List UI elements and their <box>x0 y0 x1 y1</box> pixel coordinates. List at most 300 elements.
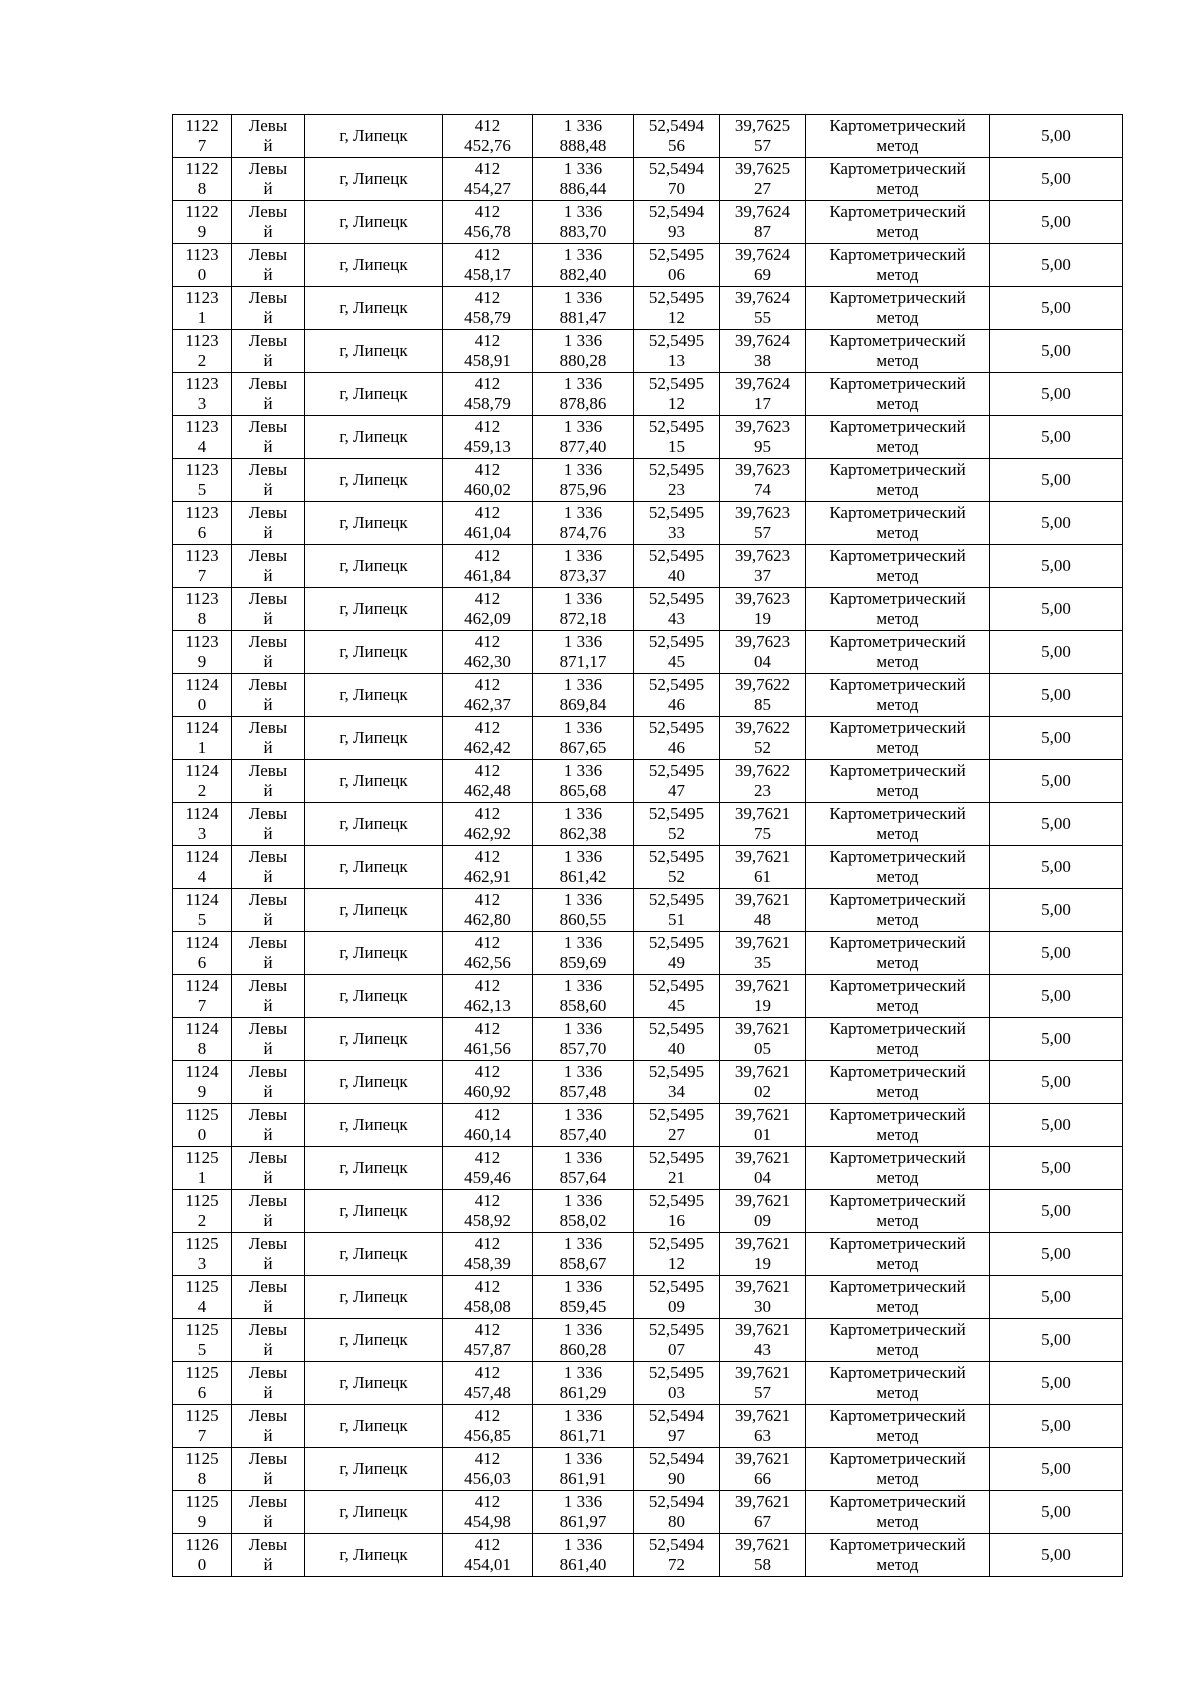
point-number-cell <box>173 502 232 545</box>
side-cell-line: й <box>263 437 273 456</box>
latitude-cell <box>634 1190 720 1233</box>
point-number-cell-line: 4 <box>197 1297 207 1316</box>
x-coordinate-cell-line: 456,85 <box>464 1426 511 1445</box>
point-number-cell <box>173 1276 232 1319</box>
point-number-cell <box>173 1448 232 1491</box>
point-number-cell-line: 3 <box>197 824 207 843</box>
accuracy-cell: 5,00 <box>990 588 1123 631</box>
longitude-cell-line: 35 <box>754 953 771 972</box>
side-cell-line: й <box>263 738 273 757</box>
method-cell-line: метод <box>876 824 919 843</box>
x-coordinate-cell-line: 412 <box>474 933 501 952</box>
side-cell-line: й <box>263 824 273 843</box>
y-coordinate-cell <box>533 674 634 717</box>
side-cell-line: Левы <box>248 460 288 479</box>
longitude-cell-line: 04 <box>754 652 771 671</box>
y-coordinate-cell-line: 883,70 <box>559 222 607 241</box>
y-coordinate-cell-line: 860,28 <box>559 1340 607 1359</box>
point-number-cell-line: 1123 <box>185 460 219 479</box>
x-coordinate-cell <box>443 1534 533 1577</box>
latitude-cell-line: 97 <box>668 1426 685 1445</box>
method-cell-line: Картометрический <box>829 847 966 866</box>
side-cell-line: Левы <box>248 718 288 737</box>
x-coordinate-cell-line: 462,48 <box>464 781 511 800</box>
city-cell: г, Липецк <box>305 1104 443 1147</box>
table-row <box>173 502 1123 545</box>
latitude-cell <box>634 889 720 932</box>
latitude-cell-line: 80 <box>668 1512 685 1531</box>
table-row <box>173 760 1123 803</box>
y-coordinate-cell-line: 877,40 <box>559 437 607 456</box>
side-cell-line: Левы <box>248 976 288 995</box>
x-coordinate-cell-line: 460,92 <box>464 1082 511 1101</box>
city-cell: г, Липецк <box>305 287 443 330</box>
x-coordinate-cell-line: 412 <box>474 159 501 178</box>
point-number-cell-line: 1123 <box>185 374 219 393</box>
longitude-cell-line: 39,7623 <box>734 460 791 479</box>
side-cell <box>232 1276 305 1319</box>
point-number-cell <box>173 1319 232 1362</box>
side-cell-line: Левы <box>248 503 288 522</box>
point-number-cell-line: 1122 <box>185 159 219 178</box>
accuracy-cell: 5,00 <box>990 416 1123 459</box>
point-number-cell-line: 1125 <box>185 1320 219 1339</box>
latitude-cell-line: 52,5495 <box>648 503 705 522</box>
method-cell-line: Картометрический <box>829 589 966 608</box>
longitude-cell-line: 39,7625 <box>734 116 791 135</box>
table-row <box>173 1233 1123 1276</box>
x-coordinate-cell <box>443 1233 533 1276</box>
city-cell: г, Липецк <box>305 115 443 158</box>
y-coordinate-cell-line: 878,86 <box>559 394 607 413</box>
x-coordinate-cell <box>443 674 533 717</box>
method-cell-line: Картометрический <box>829 1449 966 1468</box>
side-cell-line: й <box>263 222 273 241</box>
side-cell-line: Левы <box>248 417 288 436</box>
x-coordinate-cell <box>443 1104 533 1147</box>
method-cell-line: Картометрический <box>829 1492 966 1511</box>
x-coordinate-cell <box>443 1405 533 1448</box>
longitude-cell-line: 39,7621 <box>734 976 791 995</box>
side-cell <box>232 1405 305 1448</box>
longitude-cell-line: 39,7621 <box>734 1062 791 1081</box>
method-cell-line: метод <box>876 1340 919 1359</box>
x-coordinate-cell-line: 412 <box>474 847 501 866</box>
y-coordinate-cell-line: 874,76 <box>559 523 607 542</box>
y-coordinate-cell-line: 857,70 <box>559 1039 607 1058</box>
point-number-cell <box>173 975 232 1018</box>
side-cell-line: Левы <box>248 374 288 393</box>
longitude-cell <box>720 1319 806 1362</box>
x-coordinate-cell <box>443 1061 533 1104</box>
y-coordinate-cell <box>533 158 634 201</box>
side-cell-line: Левы <box>248 675 288 694</box>
point-number-cell <box>173 330 232 373</box>
longitude-cell <box>720 1061 806 1104</box>
y-coordinate-cell-line: 880,28 <box>559 351 607 370</box>
latitude-cell-line: 52,5495 <box>648 1019 705 1038</box>
method-cell-line: метод <box>876 308 919 327</box>
side-cell-line: Левы <box>248 159 288 178</box>
side-cell <box>232 244 305 287</box>
method-cell-line: метод <box>876 609 919 628</box>
side-cell-line: Левы <box>248 1191 288 1210</box>
method-cell <box>806 803 990 846</box>
side-cell <box>232 416 305 459</box>
point-number-cell-line: 1123 <box>185 546 219 565</box>
x-coordinate-cell <box>443 760 533 803</box>
point-number-cell-line: 3 <box>197 394 207 413</box>
y-coordinate-cell-line: 1 336 <box>563 632 603 651</box>
point-number-cell-line: 1125 <box>185 1449 219 1468</box>
side-cell <box>232 1534 305 1577</box>
latitude-cell-line: 52,5495 <box>648 589 705 608</box>
method-cell-line: метод <box>876 1426 919 1445</box>
point-number-cell-line: 4 <box>197 437 207 456</box>
longitude-cell-line: 19 <box>754 609 771 628</box>
latitude-cell <box>634 631 720 674</box>
table-row <box>173 1319 1123 1362</box>
side-cell <box>232 588 305 631</box>
point-number-cell <box>173 803 232 846</box>
city-cell: г, Липецк <box>305 1061 443 1104</box>
y-coordinate-cell-line: 861,97 <box>559 1512 607 1531</box>
point-number-cell-line: 6 <box>197 953 207 972</box>
side-cell-line: Левы <box>248 1406 288 1425</box>
y-coordinate-cell-line: 1 336 <box>563 718 603 737</box>
longitude-cell <box>720 846 806 889</box>
x-coordinate-cell-line: 412 <box>474 1148 501 1167</box>
longitude-cell <box>720 1190 806 1233</box>
longitude-cell <box>720 502 806 545</box>
city-cell: г, Липецк <box>305 1190 443 1233</box>
side-cell-line: й <box>263 867 273 886</box>
y-coordinate-cell <box>533 932 634 975</box>
x-coordinate-cell-line: 458,17 <box>464 265 511 284</box>
longitude-cell <box>720 803 806 846</box>
x-coordinate-cell-line: 412 <box>474 1062 501 1081</box>
x-coordinate-cell-line: 462,91 <box>464 867 511 886</box>
x-coordinate-cell <box>443 330 533 373</box>
longitude-cell-line: 39,7621 <box>734 1320 791 1339</box>
latitude-cell-line: 23 <box>668 480 685 499</box>
method-cell-line: метод <box>876 394 919 413</box>
latitude-cell <box>634 1491 720 1534</box>
table-row <box>173 1362 1123 1405</box>
table-row <box>173 373 1123 416</box>
latitude-cell <box>634 1276 720 1319</box>
x-coordinate-cell <box>443 932 533 975</box>
x-coordinate-cell <box>443 717 533 760</box>
y-coordinate-cell <box>533 1276 634 1319</box>
method-cell-line: метод <box>876 1297 919 1316</box>
y-coordinate-cell-line: 1 336 <box>563 460 603 479</box>
city-cell: г, Липецк <box>305 1362 443 1405</box>
point-number-cell-line: 0 <box>197 1555 207 1574</box>
point-number-cell <box>173 1061 232 1104</box>
table-row <box>173 1534 1123 1577</box>
table-row <box>173 975 1123 1018</box>
y-coordinate-cell-line: 1 336 <box>563 374 603 393</box>
point-number-cell <box>173 416 232 459</box>
city-cell: г, Липецк <box>305 975 443 1018</box>
side-cell-line: й <box>263 1082 273 1101</box>
x-coordinate-cell-line: 412 <box>474 1363 501 1382</box>
point-number-cell <box>173 459 232 502</box>
point-number-cell-line: 9 <box>197 1512 207 1531</box>
city-cell: г, Липецк <box>305 158 443 201</box>
x-coordinate-cell-line: 458,08 <box>464 1297 511 1316</box>
longitude-cell-line: 09 <box>754 1211 771 1230</box>
y-coordinate-cell <box>533 1061 634 1104</box>
longitude-cell <box>720 1233 806 1276</box>
accuracy-cell: 5,00 <box>990 1362 1123 1405</box>
side-cell-line: й <box>263 910 273 929</box>
point-number-cell-line: 9 <box>197 1082 207 1101</box>
x-coordinate-cell-line: 456,78 <box>464 222 511 241</box>
latitude-cell-line: 52 <box>668 867 685 886</box>
table-row <box>173 1276 1123 1319</box>
accuracy-cell: 5,00 <box>990 1233 1123 1276</box>
method-cell <box>806 588 990 631</box>
side-cell-line: й <box>263 1297 273 1316</box>
point-number-cell <box>173 201 232 244</box>
longitude-cell <box>720 717 806 760</box>
table-row <box>173 803 1123 846</box>
longitude-cell <box>720 201 806 244</box>
latitude-cell <box>634 1448 720 1491</box>
longitude-cell-line: 85 <box>754 695 771 714</box>
x-coordinate-cell-line: 412 <box>474 632 501 651</box>
longitude-cell-line: 75 <box>754 824 771 843</box>
y-coordinate-cell-line: 1 336 <box>563 202 603 221</box>
latitude-cell <box>634 502 720 545</box>
side-cell-line: Левы <box>248 761 288 780</box>
accuracy-cell: 5,00 <box>990 1448 1123 1491</box>
y-coordinate-cell <box>533 244 634 287</box>
latitude-cell <box>634 287 720 330</box>
longitude-cell-line: 39,7621 <box>734 1148 791 1167</box>
y-coordinate-cell-line: 861,71 <box>559 1426 607 1445</box>
accuracy-cell: 5,00 <box>990 674 1123 717</box>
x-coordinate-cell <box>443 588 533 631</box>
y-coordinate-cell-line: 1 336 <box>563 1535 603 1554</box>
method-cell <box>806 201 990 244</box>
table-row <box>173 115 1123 158</box>
accuracy-cell: 5,00 <box>990 1276 1123 1319</box>
method-cell-line: Картометрический <box>829 331 966 350</box>
method-cell <box>806 1534 990 1577</box>
y-coordinate-cell-line: 1 336 <box>563 159 603 178</box>
point-number-cell-line: 8 <box>197 609 207 628</box>
latitude-cell-line: 52,5495 <box>648 1363 705 1382</box>
x-coordinate-cell-line: 458,92 <box>464 1211 511 1230</box>
side-cell <box>232 1491 305 1534</box>
y-coordinate-cell <box>533 330 634 373</box>
city-cell: г, Липецк <box>305 201 443 244</box>
side-cell-line: Левы <box>248 288 288 307</box>
y-coordinate-cell-line: 861,42 <box>559 867 607 886</box>
latitude-cell-line: 52,5494 <box>648 1535 705 1554</box>
y-coordinate-cell-line: 1 336 <box>563 1105 603 1124</box>
city-cell: г, Липецк <box>305 545 443 588</box>
point-number-cell-line: 1124 <box>185 1019 219 1038</box>
point-number-cell-line: 1123 <box>185 589 219 608</box>
method-cell-line: Картометрический <box>829 675 966 694</box>
x-coordinate-cell <box>443 889 533 932</box>
method-cell-line: Картометрический <box>829 460 966 479</box>
side-cell-line: й <box>263 265 273 284</box>
side-cell-line: й <box>263 1039 273 1058</box>
latitude-cell <box>634 459 720 502</box>
method-cell-line: метод <box>876 179 919 198</box>
longitude-cell-line: 37 <box>754 566 771 585</box>
point-number-cell-line: 1122 <box>185 116 219 135</box>
side-cell-line: й <box>263 394 273 413</box>
method-cell-line: метод <box>876 1168 919 1187</box>
y-coordinate-cell-line: 859,69 <box>559 953 607 972</box>
longitude-cell <box>720 115 806 158</box>
side-cell-line: й <box>263 781 273 800</box>
x-coordinate-cell <box>443 1190 533 1233</box>
side-cell-line: Левы <box>248 1277 288 1296</box>
point-number-cell-line: 1123 <box>185 331 219 350</box>
y-coordinate-cell-line: 873,37 <box>559 566 607 585</box>
x-coordinate-cell-line: 460,02 <box>464 480 511 499</box>
y-coordinate-cell-line: 1 336 <box>563 976 603 995</box>
longitude-cell-line: 30 <box>754 1297 771 1316</box>
longitude-cell-line: 66 <box>754 1469 771 1488</box>
city-cell: г, Липецк <box>305 1534 443 1577</box>
side-cell-line: Левы <box>248 1320 288 1339</box>
city-cell: г, Липецк <box>305 1319 443 1362</box>
side-cell <box>232 1190 305 1233</box>
point-number-cell-line: 1 <box>197 308 207 327</box>
point-number-cell-line: 7 <box>197 996 207 1015</box>
x-coordinate-cell-line: 412 <box>474 675 501 694</box>
latitude-cell-line: 52,5495 <box>648 718 705 737</box>
latitude-cell-line: 52,5495 <box>648 890 705 909</box>
latitude-cell-line: 15 <box>668 437 685 456</box>
longitude-cell-line: 38 <box>754 351 771 370</box>
table-row <box>173 1061 1123 1104</box>
latitude-cell-line: 52,5495 <box>648 632 705 651</box>
y-coordinate-cell <box>533 1233 634 1276</box>
side-cell <box>232 115 305 158</box>
point-number-cell <box>173 932 232 975</box>
method-cell-line: Картометрический <box>829 503 966 522</box>
method-cell-line: Картометрический <box>829 202 966 221</box>
longitude-cell-line: 39,7621 <box>734 890 791 909</box>
latitude-cell-line: 52,5495 <box>648 460 705 479</box>
x-coordinate-cell <box>443 1448 533 1491</box>
latitude-cell-line: 21 <box>668 1168 685 1187</box>
side-cell-line: й <box>263 1383 273 1402</box>
x-coordinate-cell-line: 412 <box>474 1191 501 1210</box>
method-cell-line: метод <box>876 738 919 757</box>
side-cell-line: Левы <box>248 933 288 952</box>
city-cell: г, Липецк <box>305 1233 443 1276</box>
latitude-cell-line: 34 <box>668 1082 685 1101</box>
y-coordinate-cell-line: 881,47 <box>559 308 607 327</box>
latitude-cell <box>634 717 720 760</box>
longitude-cell <box>720 416 806 459</box>
longitude-cell-line: 48 <box>754 910 771 929</box>
side-cell-line: Левы <box>248 546 288 565</box>
side-cell-line: й <box>263 1211 273 1230</box>
y-coordinate-cell-line: 1 336 <box>563 589 603 608</box>
latitude-cell <box>634 846 720 889</box>
table-row <box>173 1147 1123 1190</box>
point-number-cell-line: 8 <box>197 179 207 198</box>
table-row <box>173 1018 1123 1061</box>
method-cell <box>806 115 990 158</box>
city-cell: г, Липецк <box>305 932 443 975</box>
side-cell-line: Левы <box>248 245 288 264</box>
x-coordinate-cell-line: 454,98 <box>464 1512 511 1531</box>
point-number-cell-line: 1125 <box>185 1363 219 1382</box>
accuracy-cell: 5,00 <box>990 631 1123 674</box>
longitude-cell <box>720 889 806 932</box>
latitude-cell-line: 09 <box>668 1297 685 1316</box>
longitude-cell-line: 39,7621 <box>734 933 791 952</box>
point-number-cell-line: 1125 <box>185 1234 219 1253</box>
y-coordinate-cell-line: 1 336 <box>563 933 603 952</box>
latitude-cell-line: 72 <box>668 1555 685 1574</box>
method-cell-line: Картометрический <box>829 1363 966 1382</box>
x-coordinate-cell-line: 412 <box>474 460 501 479</box>
y-coordinate-cell-line: 871,17 <box>559 652 607 671</box>
x-coordinate-cell-line: 458,39 <box>464 1254 511 1273</box>
accuracy-cell: 5,00 <box>990 1018 1123 1061</box>
point-number-cell-line: 1123 <box>185 417 219 436</box>
accuracy-cell: 5,00 <box>990 459 1123 502</box>
longitude-cell-line: 39,7621 <box>734 1363 791 1382</box>
x-coordinate-cell-line: 462,13 <box>464 996 511 1015</box>
latitude-cell-line: 52,5495 <box>648 245 705 264</box>
longitude-cell-line: 39,7622 <box>734 718 791 737</box>
y-coordinate-cell-line: 1 336 <box>563 1449 603 1468</box>
city-cell: г, Липецк <box>305 803 443 846</box>
accuracy-cell: 5,00 <box>990 1491 1123 1534</box>
latitude-cell-line: 52,5494 <box>648 159 705 178</box>
method-cell-line: Картометрический <box>829 976 966 995</box>
longitude-cell-line: 74 <box>754 480 771 499</box>
table-row <box>173 1190 1123 1233</box>
longitude-cell <box>720 1448 806 1491</box>
point-number-cell <box>173 1405 232 1448</box>
city-cell: г, Липецк <box>305 459 443 502</box>
latitude-cell-line: 46 <box>668 738 685 757</box>
latitude-cell-line: 13 <box>668 351 685 370</box>
longitude-cell-line: 39,7623 <box>734 589 791 608</box>
point-number-cell-line: 8 <box>197 1469 207 1488</box>
longitude-cell <box>720 631 806 674</box>
accuracy-cell: 5,00 <box>990 1534 1123 1577</box>
city-cell: г, Липецк <box>305 889 443 932</box>
y-coordinate-cell <box>533 1405 634 1448</box>
y-coordinate-cell-line: 858,67 <box>559 1254 607 1273</box>
x-coordinate-cell <box>443 1319 533 1362</box>
latitude-cell-line: 52,5495 <box>648 976 705 995</box>
method-cell <box>806 1061 990 1104</box>
side-cell-line: й <box>263 136 273 155</box>
point-number-cell-line: 5 <box>197 1340 207 1359</box>
method-cell-line: Картометрический <box>829 1234 966 1253</box>
x-coordinate-cell-line: 412 <box>474 503 501 522</box>
method-cell <box>806 1448 990 1491</box>
side-cell-line: й <box>263 652 273 671</box>
